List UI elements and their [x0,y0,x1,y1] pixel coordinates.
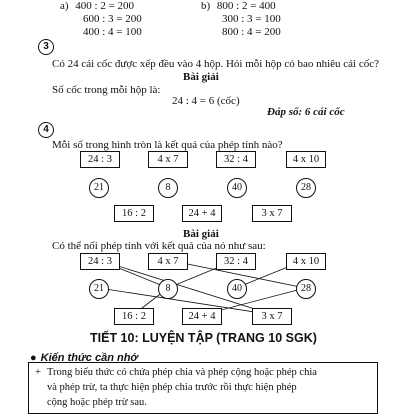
expression-box: 24 : 3 [80,151,120,168]
result-circle: 40 [227,279,247,299]
expression-box: 3 x 7 [252,205,292,222]
expression-box: 32 : 4 [216,253,256,270]
note-line: Trong biểu thức có chứa phép chia và phép cộng hoặc phép chia [47,367,317,378]
exercise-3-answer: Đáp số: 6 cái cốc [267,106,345,118]
lesson-title: TIẾT 10: LUYỆN TẬP (TRANG 10 SGK) [90,331,317,345]
exercise-4-question: Mỗi số trong hình tròn là kết quả của phép tính nào? [52,139,283,151]
expression-box: 4 x 7 [148,253,188,270]
part2-col-a-line: 400 : 2 = 200 [75,0,135,12]
expression-box: 16 : 2 [114,308,154,325]
result-circle: 21 [89,178,109,198]
exercise-3-calc: 24 : 4 = 6 (cốc) [172,95,240,107]
exercise-3-line1: Số cốc trong mỗi hộp là: [52,84,161,96]
note-bullet: + [35,367,41,378]
expression-box: 24 + 4 [182,205,222,222]
result-circle: 8 [158,279,178,299]
expression-box: 3 x 7 [252,308,292,325]
result-circle: 28 [296,279,316,299]
result-circle: 28 [296,178,316,198]
expression-box: 24 + 4 [182,308,222,325]
note-box [28,362,378,414]
note-line: và phép trừ, ta thực hiện phép chia trước rồi thực hiện phép [47,382,297,393]
exercise-4-number: 4 [38,122,54,138]
part2-col-a-line: 600 : 3 = 200 [83,13,142,25]
exercise-4-solution-line: Có thể nối phép tính với kết quả của nó như sau: [52,240,266,252]
expression-box: 4 x 10 [286,253,326,270]
part2-col-b-label: b) [201,0,211,12]
part2-col-b-line: 800 : 2 = 400 [216,0,276,12]
note-line: cộng hoặc phép trừ sau. [47,397,147,408]
expression-box: 32 : 4 [216,151,256,168]
expression-box: 4 x 7 [148,151,188,168]
expression-box: 24 : 3 [80,253,120,270]
exercise-3-solution-title: Bài giải [183,71,219,83]
exercise-4-solution-title: Bài giải [183,228,219,240]
exercise-3-problem: Có 24 cái cốc được xếp đều vào 4 hộp. Hỏi mỗi hộp có bao nhiêu cái cốc? [52,58,380,70]
result-circle: 8 [158,178,178,198]
result-circle: 40 [227,178,247,198]
result-circle: 21 [89,279,109,299]
section-title: Kiến thức cần nhớ [40,352,138,364]
part2-col-b-line: 300 : 3 = 100 [222,13,281,25]
part2-col-b-line: 800 : 4 = 200 [222,26,281,38]
part2-col-a-line: 400 : 4 = 100 [83,26,142,38]
part2-col-a-label: a) [60,0,69,12]
bullet-icon: ● [30,352,37,364]
expression-box: 4 x 10 [286,151,326,168]
exercise-3-number: 3 [38,39,54,55]
expression-box: 16 : 2 [114,205,154,222]
